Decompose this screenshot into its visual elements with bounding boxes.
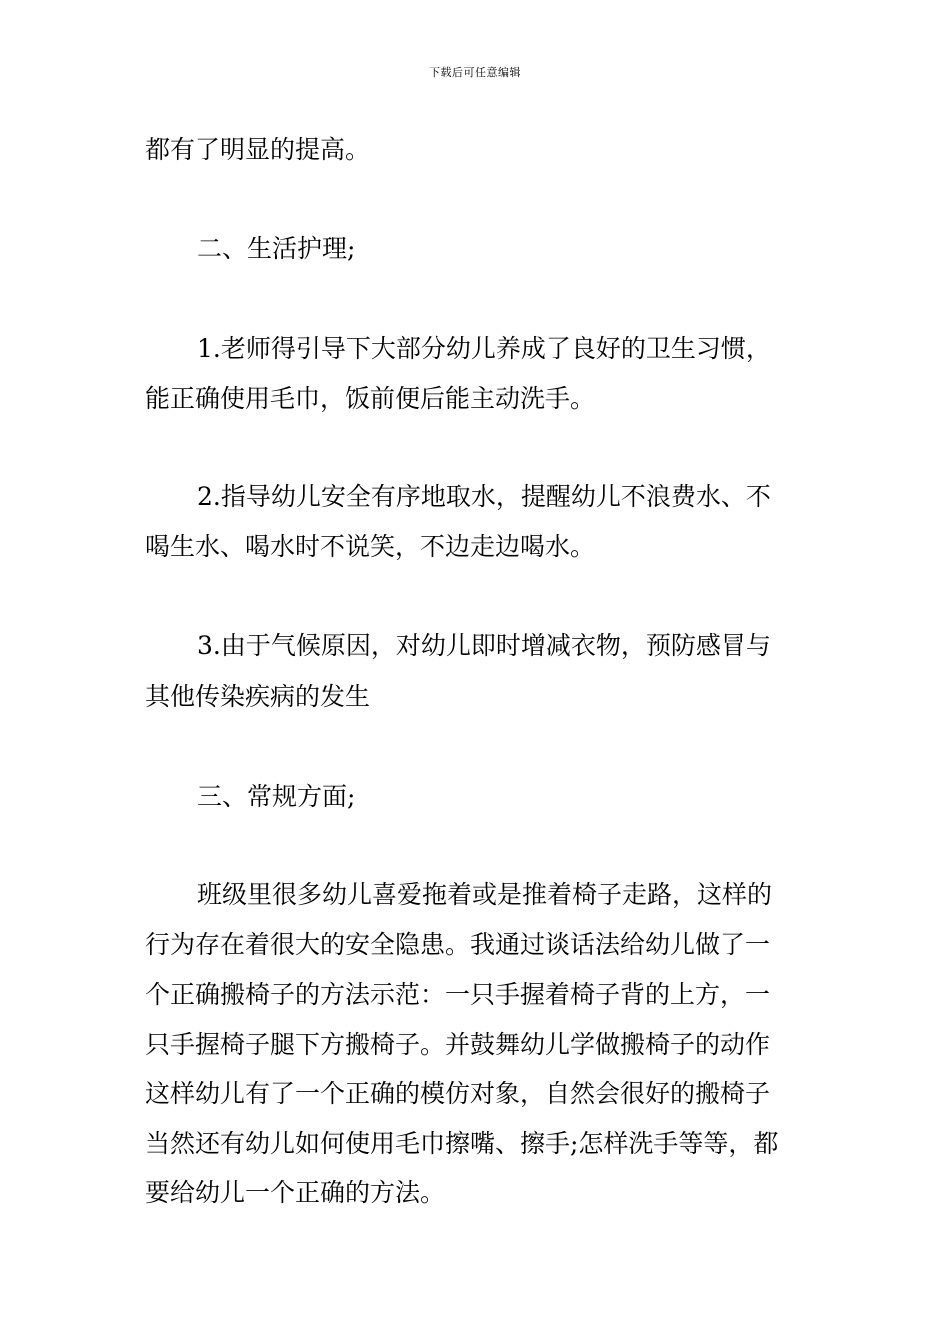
text-line: 都有了明显的提高。 [145,135,371,164]
text-line: 这样幼儿有了一个正确的模仿对象，自然会很好的搬椅子 [145,1079,771,1108]
section-heading: 三、常规方面; [197,782,356,811]
text-line: 班级里很多幼儿喜爱拖着或是推着椅子走路，这样的 [197,880,773,909]
text-line: 当然还有幼儿如何使用毛巾擦嘴、擦手;怎样洗手等等，都 [145,1129,779,1158]
text-line: 2.指导幼儿安全有序地取水，提醒幼儿不浪费水、不 [197,482,771,511]
text-line: 行为存在着很大的安全隐患。我通过谈话法给幼儿做了一 [145,930,771,959]
text-line: 1.老师得引导下大部分幼儿养成了良好的卫生习惯， [197,334,771,363]
text-line: 3.由于气候原因，对幼儿即时增减衣物，预防感冒与 [197,631,771,660]
text-line: 要给幼儿一个正确的方法。 [145,1178,446,1207]
section-heading: 二、生活护理; [197,234,356,263]
text-line: 喝生水、喝水时不说笑，不边走边喝水。 [145,532,596,561]
text-line: 其他传染疾病的发生 [145,682,371,711]
text-line: 能正确使用毛巾，饭前便后能主动洗手。 [145,384,596,413]
text-line: 个正确搬椅子的方法示范：一只手握着椅子背的上方，一 [145,980,771,1009]
text-line: 只手握椅子腿下方搬椅子。并鼓舞幼儿学做搬椅子的动作 [145,1030,771,1059]
header-note: 下载后可任意编辑 [429,66,521,79]
